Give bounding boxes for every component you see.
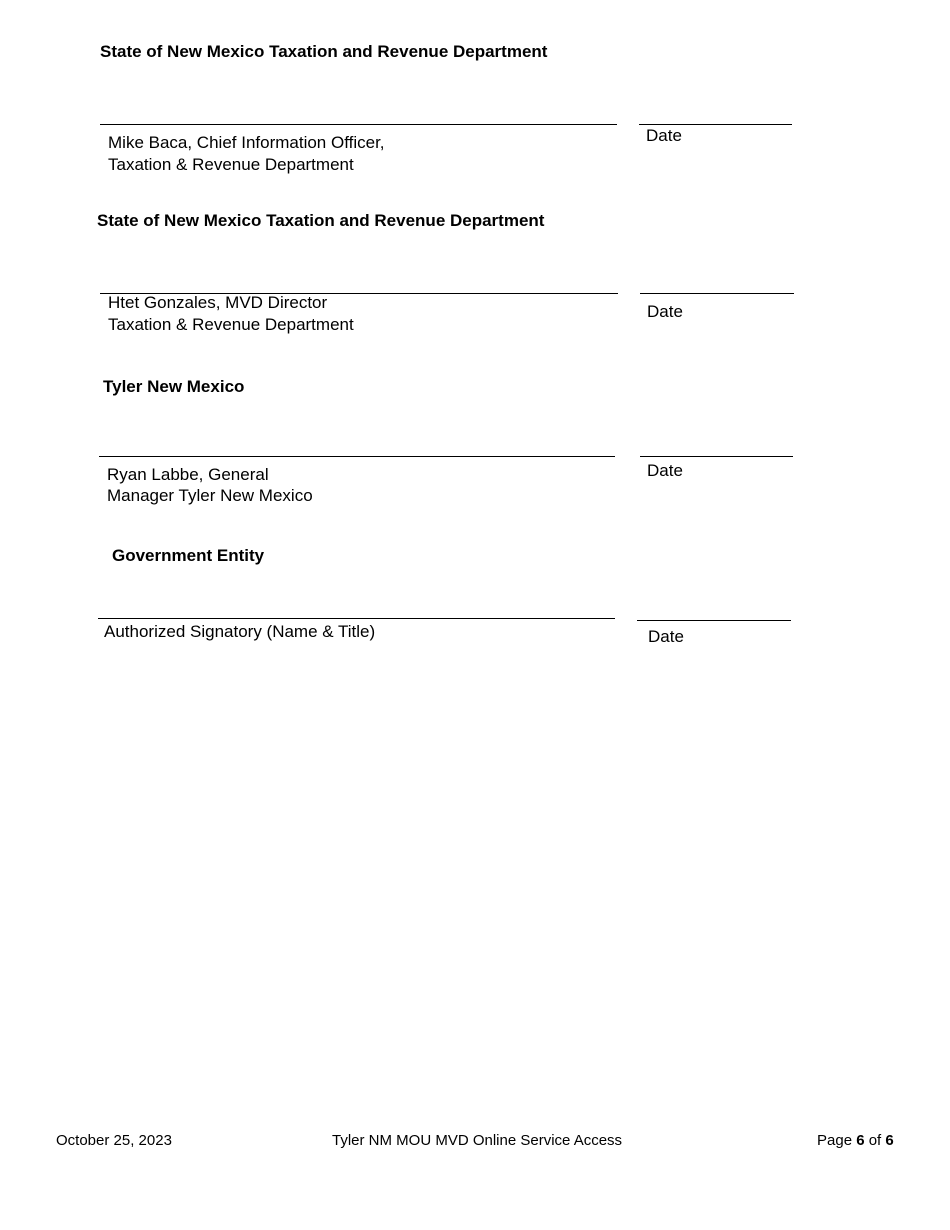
page-total: 6 [885,1132,894,1149]
signature-block-2-heading: State of New Mexico Taxation and Revenue Department [97,211,545,230]
date-label-4: Date [648,627,684,646]
date-line-4 [637,620,791,621]
page-current: 6 [856,1132,865,1149]
page-prefix: Page [817,1132,857,1149]
date-line-3 [640,456,793,457]
signature-line-1 [100,124,617,125]
signatory-1-name: Mike Baca, Chief Information Officer, [108,133,385,152]
signatory-1-department: Taxation & Revenue Department [108,155,354,174]
signatory-3-name: Ryan Labbe, General [107,465,269,484]
signature-block-3-heading: Tyler New Mexico [103,377,245,396]
signatory-3-title: Manager Tyler New Mexico [107,486,313,505]
date-line-2 [640,293,794,294]
signatory-4-name: Authorized Signatory (Name & Title) [104,622,376,641]
signatory-2-department: Taxation & Revenue Department [108,315,354,334]
signatory-2-name: Htet Gonzales, MVD Director [108,293,328,312]
date-label-1: Date [646,126,682,145]
page-of: of [864,1132,886,1149]
signature-line-4 [98,618,615,619]
footer-date: October 25, 2023 [56,1132,172,1149]
date-label-2: Date [647,302,683,321]
signature-block-1-heading: State of New Mexico Taxation and Revenue Department [100,42,548,61]
signature-block-4-heading: Government Entity [112,546,265,565]
footer-document-title: Tyler NM MOU MVD Online Service Access [332,1132,623,1149]
date-label-3: Date [647,461,683,480]
footer-page-number [817,1132,894,1149]
signature-line-3 [99,456,615,457]
